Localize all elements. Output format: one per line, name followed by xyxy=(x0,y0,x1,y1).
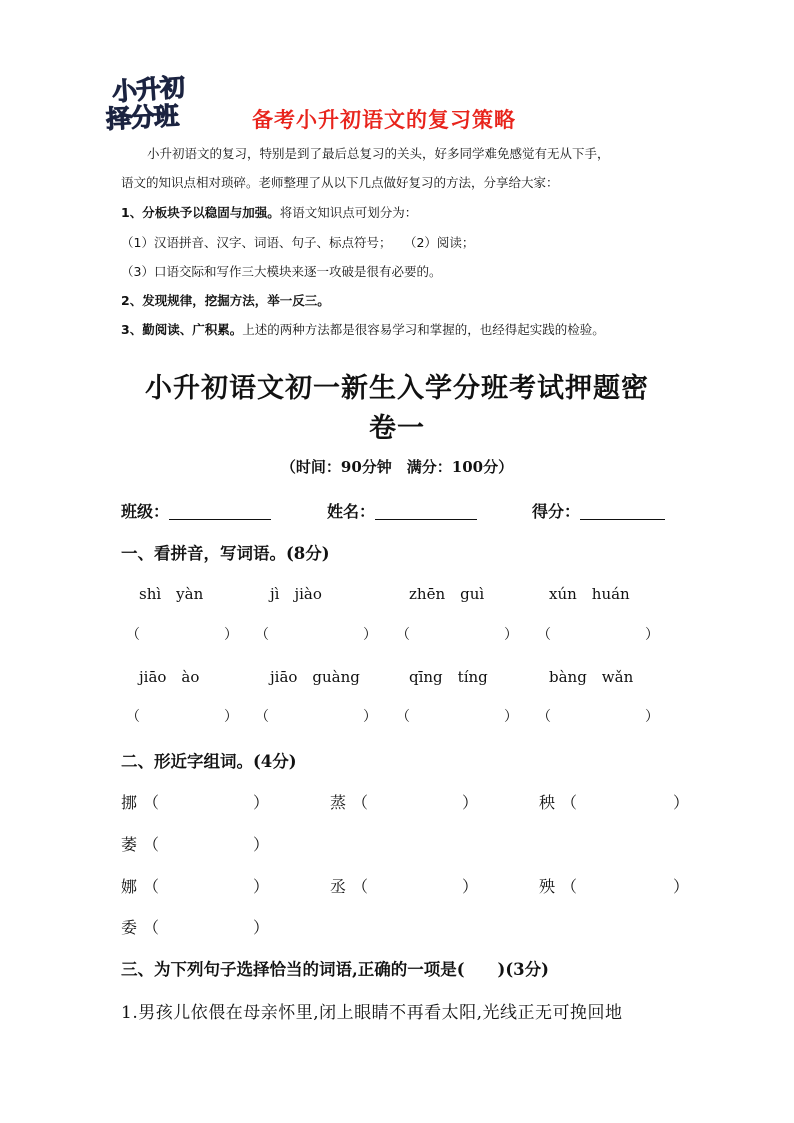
exam-time-info: （时间：90分钟 满分：100分） xyxy=(280,458,514,476)
answer-blank[interactable]: （ ） xyxy=(255,627,377,643)
logo xyxy=(104,70,212,134)
strategy-intro-line2: 语文的知识点相对琐碎。老师整理了从以下几点做好复习的方法，分享给大家： xyxy=(121,175,559,190)
score-label: 得分： xyxy=(532,502,581,521)
pinyin-item: shì yàn xyxy=(139,585,204,603)
answer-blank[interactable]: （ ） xyxy=(126,709,238,725)
char-answer-item[interactable]: 萎 （ ） xyxy=(121,835,270,854)
class-label: 班级： xyxy=(121,502,170,521)
answer-blank[interactable]: （ ） xyxy=(537,627,659,643)
pinyin-item: bàng wǎn xyxy=(549,668,634,686)
strategy-point1-heading: 1、分板块予以稳固与加强。 xyxy=(121,205,280,220)
logo-line2: 择分班 xyxy=(105,101,179,134)
strategy-point1 xyxy=(121,203,417,221)
strategy-point3-text: 上述的两种方法都是很容易学习和掌握的，也经得起实践的检验。 xyxy=(242,322,605,337)
pinyin-item: zhēn guì xyxy=(409,585,485,603)
pinyin-item: xún huán xyxy=(549,585,630,603)
name-blank[interactable] xyxy=(375,503,477,520)
strategy-point2 xyxy=(121,291,330,309)
pinyin-item: jì jiào xyxy=(270,585,322,603)
pinyin-item: jiāo guàng xyxy=(270,668,360,686)
char-answer-item[interactable]: 蒸 （ ） xyxy=(330,793,479,812)
answer-blank[interactable]: （ ） xyxy=(126,627,238,643)
answer-blank[interactable]: （ ） xyxy=(396,627,518,643)
name-field xyxy=(327,499,477,522)
pinyin-item: jiāo ào xyxy=(139,668,200,686)
char-answer-item[interactable]: 委 （ ） xyxy=(121,918,270,937)
question-1-text: 1.男孩儿依偎在母亲怀里,闭上眼睛不再看太阳,光线正无可挽回地 xyxy=(121,1003,623,1023)
class-field xyxy=(121,499,271,522)
pinyin-item: qīng tíng xyxy=(409,668,488,686)
exam-title-line1: 小升初语文初一新生入学分班考试押题密 xyxy=(145,373,649,404)
section2-heading: 二、形近字组词。(4分) xyxy=(121,752,297,771)
char-answer-item[interactable]: 娜 （ ） xyxy=(121,877,270,896)
logo-line1: 小升初 xyxy=(111,72,186,107)
name-label: 姓名： xyxy=(327,502,376,521)
char-answer-item[interactable]: 秧 （ ） xyxy=(539,793,690,812)
strategy-title: 备考小升初语文的复习策略 xyxy=(252,108,516,132)
answer-blank[interactable]: （ ） xyxy=(396,709,518,725)
char-answer-item[interactable]: 丞 （ ） xyxy=(330,877,479,896)
section1-heading: 一、看拼音，写词语。(8分) xyxy=(121,544,330,563)
strategy-intro-line1: 小升初语文的复习，特别是到了最后总复习的关头，好多同学难免感觉有无从下手， xyxy=(147,146,610,161)
strategy-point3 xyxy=(121,320,605,338)
strategy-point2-heading: 2、发现规律，挖掘方法，举一反三。 xyxy=(121,293,330,308)
class-blank[interactable] xyxy=(169,503,271,520)
score-field xyxy=(532,499,665,522)
answer-blank[interactable]: （ ） xyxy=(537,709,659,725)
char-answer-item[interactable]: 殃 （ ） xyxy=(539,877,690,896)
exam-title-line2: 卷一 xyxy=(369,413,425,444)
strategy-point1-text: 将语文知识点可划分为： xyxy=(279,205,418,220)
strategy-point1-sub2: （3）口语交际和写作三大模块来逐一攻破是很有必要的。 xyxy=(121,264,442,279)
char-answer-item[interactable]: 挪 （ ） xyxy=(121,793,270,812)
section3-heading: 三、为下列句子选择恰当的词语,正确的一项是( )(3分) xyxy=(121,960,549,979)
answer-blank[interactable]: （ ） xyxy=(255,709,377,725)
strategy-point3-heading: 3、勤阅读、广积累。 xyxy=(121,322,243,337)
score-blank[interactable] xyxy=(580,503,665,520)
strategy-point1-sub1: （1）汉语拼音、汉字、词语、句子、标点符号； （2）阅读； xyxy=(121,235,475,250)
